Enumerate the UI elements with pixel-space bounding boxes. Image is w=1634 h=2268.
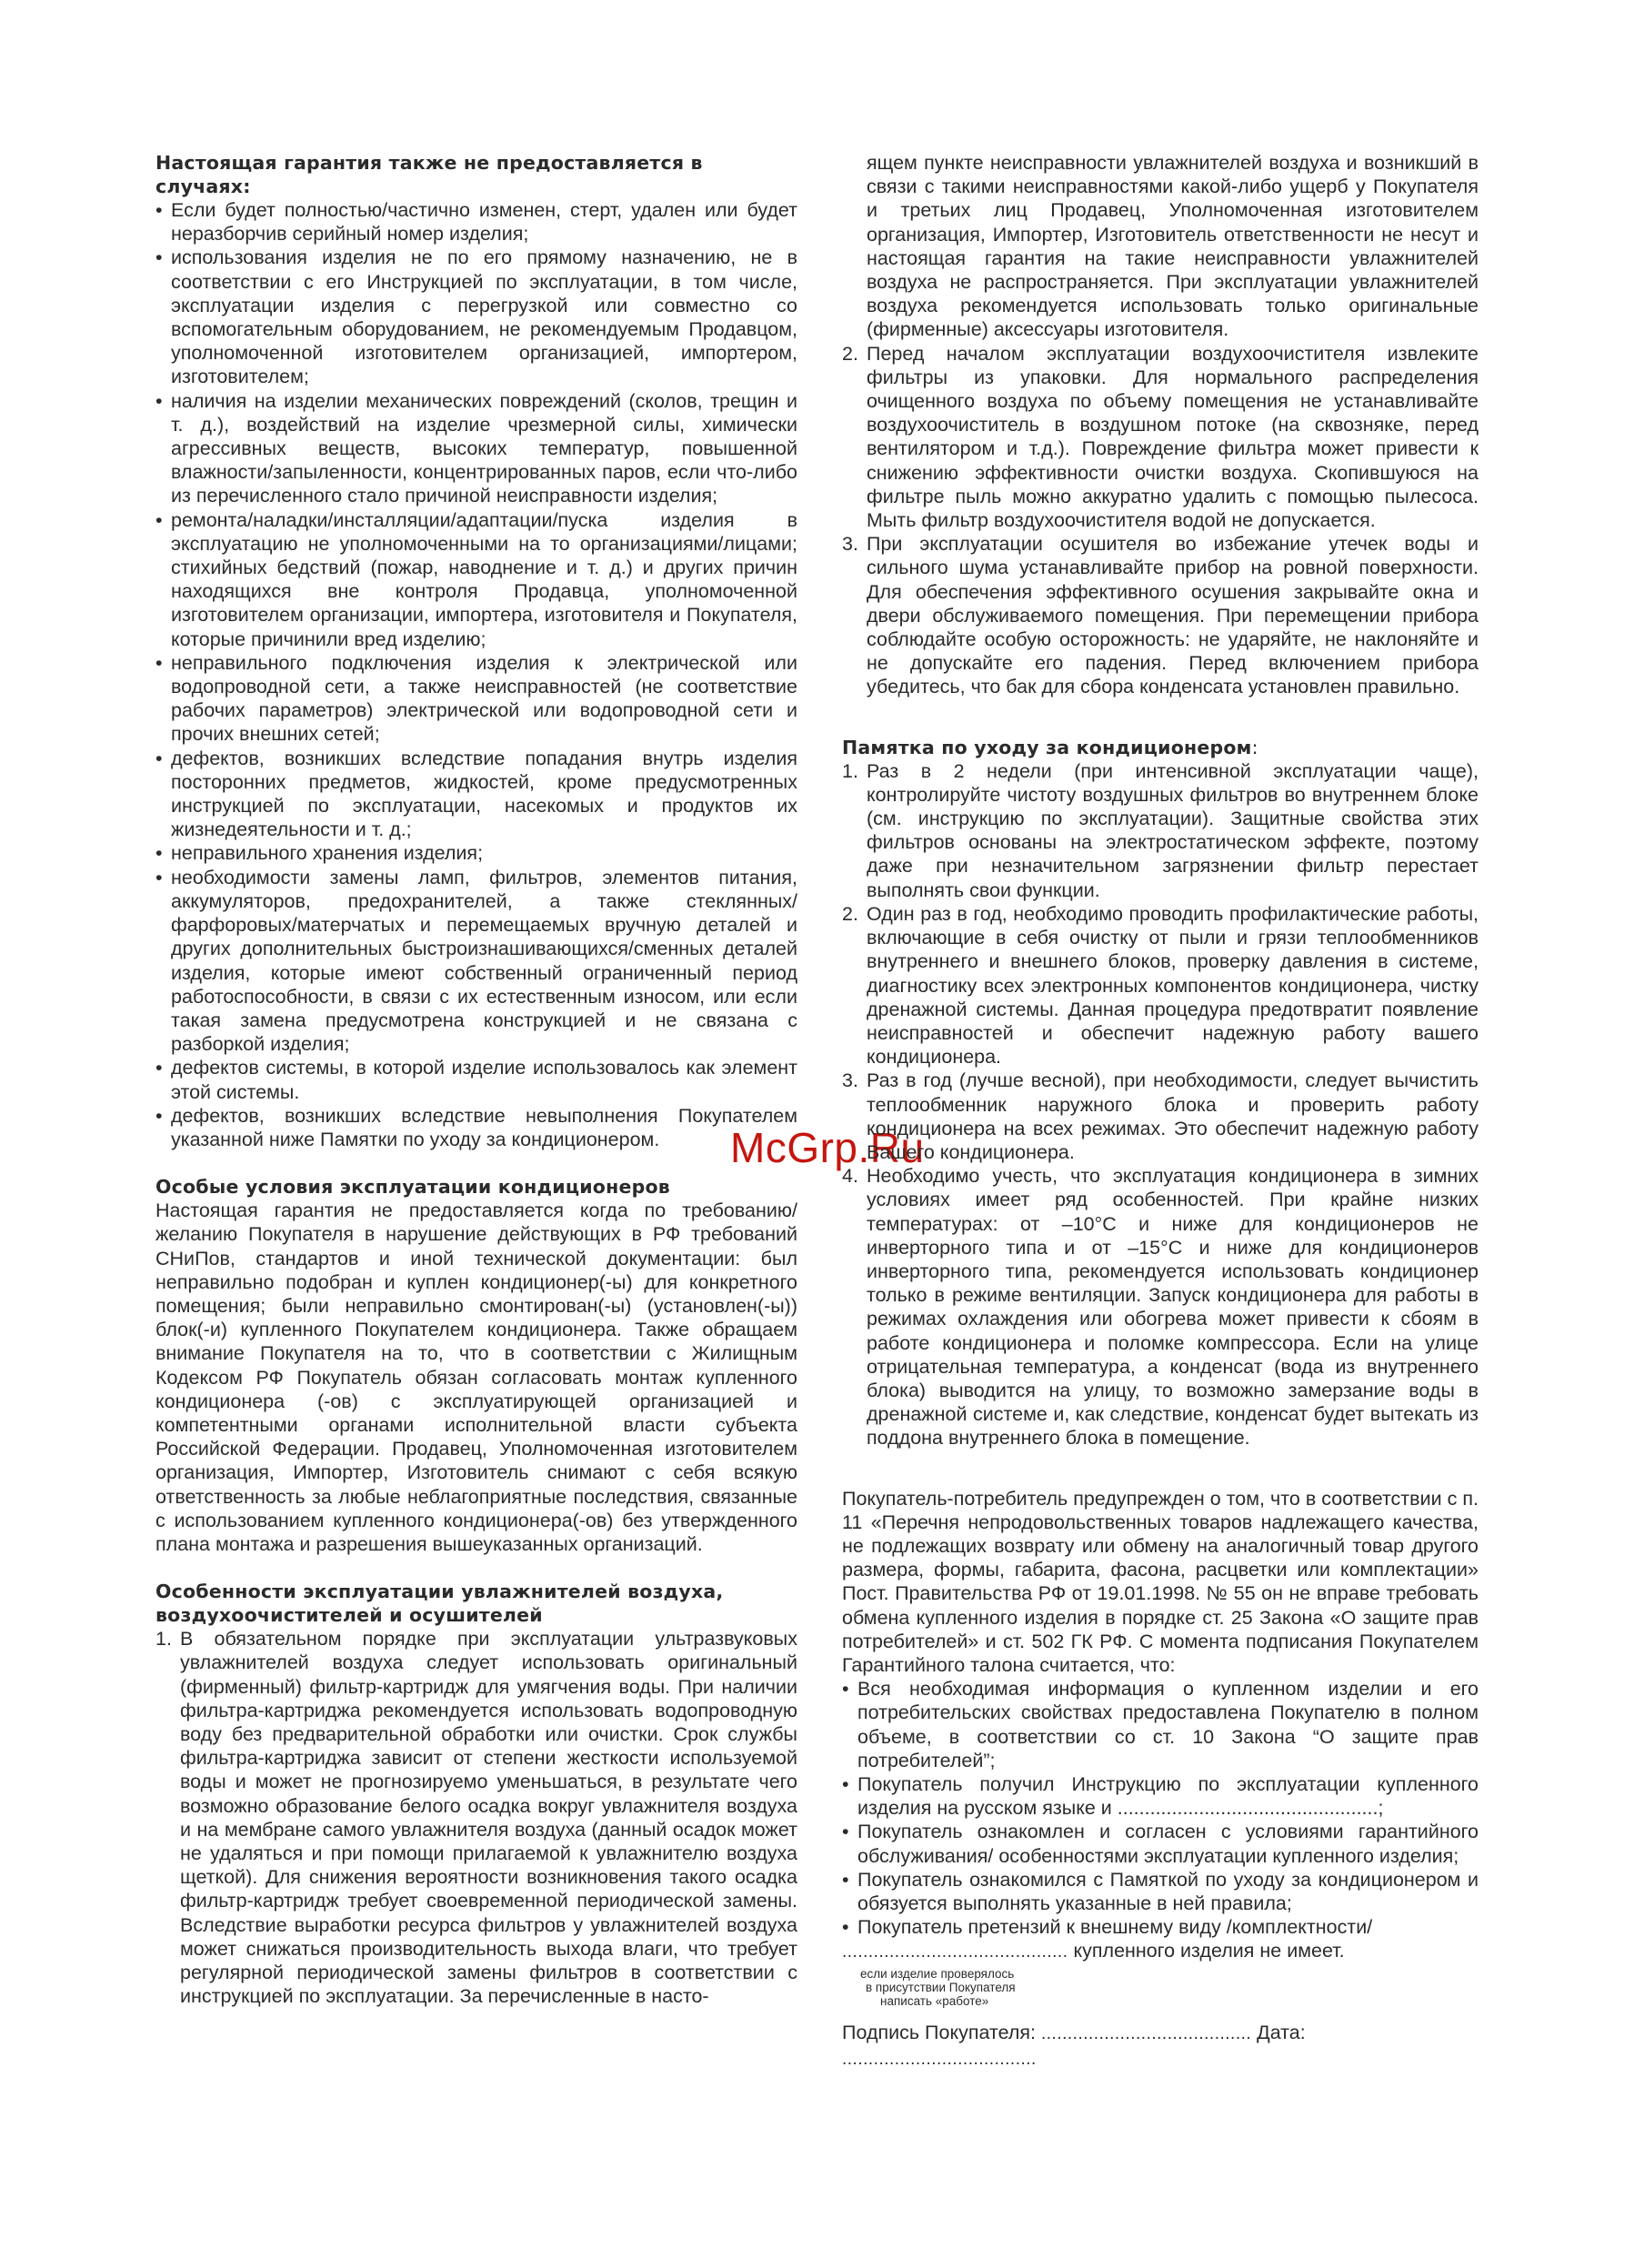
list-item: • неправильного хранения изделия; — [155, 841, 797, 865]
item-number: 2. — [842, 342, 858, 365]
no-claims-line — [842, 1939, 1479, 1964]
list-item: • дефектов, возникших вследствие невыполнения Покупателем указанной ниже Памятки по уходу за кондиционером. — [155, 1104, 797, 1151]
list-item: • необходимости замены ламп, фильтров, элементов питания, аккумуляторов, предохранителей, а также стеклянных/фарфоровых/матерчатых и перемещаемых вручную деталей и других дополнительных быстроизнашивающихся/сменных деталей изделия, которые имеют собственный ограниченный период работоспособности, в связи с их естественным износом, или если такая замена предусмотрена конструкцией и не связана с разборкой изделия; — [155, 866, 797, 1057]
item-number: 1. — [842, 759, 858, 782]
blank-field[interactable]: ........................................... — [842, 1942, 1068, 1962]
list-item: • неправильного подключения изделия к электрической или водопроводной сети, а также неисправностей (не соответствие рабочих параметров) электрической или водопроводной сети и прочих внешних сетей; — [155, 651, 797, 747]
signature-line — [842, 2021, 1479, 2072]
list-item: • Покупатель получил Инструкцию по эксплуатации купленного изделия на русском языке и ................................................; — [842, 1772, 1479, 1820]
list-item — [842, 532, 1479, 698]
list-item — [842, 1164, 1479, 1450]
ac-care-heading — [842, 736, 1479, 759]
note-line: написать «работе» — [880, 1993, 989, 2008]
list-item: • дефектов, возникших вследствие попадания внутрь изделия посторонних предметов, жидкостей, кроме предусмотренных инструкцией по эксплуатации, насекомых и продуктов их жизнедеятельности и т. д.; — [155, 747, 797, 842]
warranty-exclusions-heading: Настоящая гарантия также не предоставляется в случаях: — [155, 152, 703, 197]
item-number: 4. — [842, 1165, 858, 1188]
ac-conditions-text: Настоящая гарантия не предоставляется когда по требованию/желанию Покупателя в нарушение действующих в РФ требований СНиПов, стандартов и иной технической документации: был неправильно подобран и куплен кондиционер(-ы) для конкретного помещения; были неправильно смонтирован(-ы) (установлен(-ы)) блок(-и) купленного Покупателем кондиционера. Также обращаем внимание Покупателя на то, что в соответствии с Жилищным Кодексом РФ Покупатель обязан согласовать монтаж купленного кондиционера (-ов) с эксплуатирующей организацией и компетентными органами исполнительной власти субъекта Российской Федерации. Продавец, Уполномоченная изготовителем организация, Импортер, Изготовитель снимают с себя всякую ответственность за любые неблагоприятные последствия, связанные с использованием купленного кондиционера(-ов) без утвержденного плана монтажа и разрешения вышеуказанных организаций. — [155, 1199, 797, 1555]
list-item: • Вся необходимая информация о купленном изделии и его потребительских свойствах предоставлена Покупателю в полном объеме, в соответствии со ст. 10 Закона “О защите прав потребителей”; — [842, 1677, 1479, 1772]
list-item — [842, 342, 1479, 533]
item-number: 3. — [842, 533, 858, 556]
item-text: При эксплуатации осушителя во избежание утечек воды и сильного шума устанавливайте прибор на ровной поверхности. Для обеспечения эффективного осушения закрывайте окна и двери обслуживаемого помещения. При перемещении прибора соблюдайте особую осторожность: не ударяйте, не наклоняйте и не допускайте его падения. Перед включением прибора убедитесь, что бак для сбора конденсата установлен правильно. — [867, 533, 1479, 698]
right-column — [842, 151, 1479, 2072]
ac-care-title: Памятка по уходу за кондиционером — [842, 736, 1252, 758]
item-text: В обязательном порядке при эксплуатации ультразвуковых увлажнителей воздуха следует использовать оригинальный (фирменный) фильтр-картридж для умягчения воды. При наличии фильтра-картриджа рекомендуется использовать водопроводную воду без предварительной обработки или очистки. Срок службы фильтра-картриджа зависит от степени жесткости используемой воды и может не прогнозируемо уменьшаться, в результате чего возможно образование белого осадка вокруг увлажнителя воздуха и на мембране самого увлажнителя воздуха (данный осадок может не удаляться и при помощи прилагаемой к увлажнителю воздуха щеткой). Для снижения вероятности возникновения такого осадка фильтр-картридж требует своевременной периодической замены. Вследствие выработки ресурса фильтров у увлажнителей воздуха может снижаться производительность выхода влаги, что требует регулярной периодической замены фильтров в соответствии с инструкцией по эксплуатации. За перечисленные в насто- — [180, 1628, 797, 2008]
note-line: если изделие проверялось — [860, 1966, 1015, 1981]
item-number: 2. — [842, 902, 858, 925]
watermark: McGrp.Ru — [730, 1124, 925, 1171]
consumer-acknowledgements — [842, 1677, 1479, 1939]
item-text: Перед началом эксплуатации воздухоочистителя извлеките фильтры из упаковки. Для нормального распределения очищенного воздуха по объему помещения не устанавливайте воздухоочиститель в воздушном потоке (на сквозняке, перед вентилятором и т.д.). Повреждение фильтра может привести к снижению эффективности очистки воздуха. Скопившуюся на фильтре пыль можно аккуратно удалить с помощью пылесоса. Мыть фильтр воздухоочистителя водой не допускается. — [867, 342, 1479, 532]
list-item: • Покупатель претензий к внешнему виду /комплектности/ — [842, 1915, 1479, 1939]
signature-field[interactable]: ........................................ — [1041, 2023, 1252, 2043]
item-text: Один раз в год, необходимо проводить профилактические работы, включающие в себя очистку от пыли и грязи теплообменников внутреннего и внешнего блоков, проверку давления в системе, диагностику всех электронных компонентов кондиционера, чистку дренажной системы. Данная процедура предотвратит появление неисправностей и обеспечит надежную работу вашего кондиционера. — [867, 902, 1479, 1069]
humidifier-list — [155, 1627, 797, 2008]
item-text: Раз в год (лучше весной), при необходимости, следует вычистить теплообменник наружного блока и проверить работу кондиционера на всех режимах. Это обеспечит надежную работу Вашего кондиционера. — [867, 1069, 1479, 1163]
ac-care-title-suffix: : — [1251, 736, 1258, 758]
humidifier-heading: Особенности эксплуатации увлажнителей воздуха, воздухоочистителей и осушителей — [155, 1581, 724, 1627]
list-item: • использования изделия не по его прямому назначению, не в соответствии с его Инструкцией по эксплуатации, в том числе, эксплуатации изделия с перегрузкой или совместно со вспомогательным оборудованием, не рекомендуемым Продавцом, уполномоченной изготовителем организацией, импортером, изготовителем; — [155, 246, 797, 388]
list-item — [155, 1627, 797, 2008]
humidifier-list-continued — [842, 342, 1479, 699]
list-item — [842, 759, 1479, 902]
list-item: • ремонта/наладки/инсталляции/адаптации/пуска изделия в эксплуатацию не уполномоченными на то организациями/лицами; стихийных бедствий (пожар, наводнение и т. д.) и других причин находящихся вне контроля Продавца, уполномоченной изготовителем организации, импортера, изготовителя и Покупателя, которые причинили вред изделию; — [155, 508, 797, 651]
list-item — [842, 902, 1479, 1069]
list-item: • дефектов системы, в которой изделие использовалось как элемент этой системы. — [155, 1056, 797, 1103]
item-number: 3. — [842, 1069, 858, 1092]
date-field[interactable]: ..................................... — [842, 2049, 1037, 2069]
no-claims-text: купленного изделия не имеет. — [1073, 1940, 1345, 1962]
item-text: Раз в 2 недели (при интенсивной эксплуатации чаще), контролируйте чистоту воздушных фильтров во внутреннем блоке (см. инструкцию по эксплуатации). Защитные свойства этих фильтров основаны на электростатическом эффекте, поэтому даже при незначительном загрязнении фильтр перестает выполнять свои функции. — [867, 759, 1479, 901]
list-item: • Покупатель ознакомлен и согласен с условиями гарантийного обслуживания/ особенностями эксплуатации купленного изделия; — [842, 1820, 1479, 1867]
left-column — [155, 151, 797, 2008]
signature-label: Подпись Покупателя: — [842, 2021, 1037, 2043]
item-number: 1. — [155, 1628, 172, 1651]
humidifier-item1-continued: ящем пункте неисправности увлажнителей воздуха и возникший в связи с такими неисправностями какой-либо ущерб у Покупателя и третьих лиц Продавец, Уполномоченная изготовителем организация, Импортер, Изготовитель ответственности не несут и настоящая гарантия на такие неисправности увлажнителей воздуха не распространяется. При эксплуатации увлажнителей воздуха рекомендуется использовать только оригинальные (фирменные) аксессуары изготовителя. — [867, 152, 1479, 341]
list-item — [842, 1069, 1479, 1164]
date-label: Дата: — [1257, 2021, 1306, 2043]
ac-conditions-heading: Особые условия эксплуатации кондиционеров — [155, 1176, 670, 1199]
consumer-notice: Покупатель-потребитель предупрежден о том, что в соответствии с п. 11 «Перечня непродовольственных товаров надлежащего качества, не подлежащих возврату или обмену на аналогичный товар другого размера, формы, габарита, фасона, расцветки или комплектации» Пост. Правительства РФ от 19.01.1998. № 55 он не вправе требовать обмена купленного изделия в порядке ст. 25 Закона «О защите прав потребителей» и ст. 502 ГК РФ. С момента подписания Покупателем Гарантийного талона считается, что: — [842, 1487, 1479, 1676]
blank-field-note — [842, 1967, 1479, 2008]
list-item: • наличия на изделии механических повреждений (сколов, трещин и т. д.), воздействий на изделие чрезмерной силы, химически агрессивных веществ, высоких температур, повышенной влажности/запыленности, концентрированных паров, если что-либо из перечисленного стало причиной неисправности изделия; — [155, 389, 797, 508]
note-line: в присутствии Покупателя — [866, 1980, 1016, 1994]
list-item: • Покупатель ознакомился с Памяткой по уходу за кондиционером и обязуется выполнять указанные в ней правила; — [842, 1868, 1479, 1915]
warranty-exclusions-list — [155, 198, 797, 1151]
item-text: Необходимо учесть, что эксплуатация кондиционера в зимних условиях имеет ряд особенностей. При крайне низких температурах: от –10°С и ниже для кондиционеров не инверторного типа и от –15°С и ниже для кондиционеров инверторного типа, рекомендуется использовать кондиционер только в режиме вентиляции. Запуск кондиционера для работы в режимах охлаждения или обогрева может привести к сбоям в работе кондиционера и поломке компрессора. Если на улице отрицательная температура, а конденсат (вода из внутреннего блока) выводится на улицу, то возможно замерзание воды в дренажной системе и, как следствие, конденсат будет вытекать из поддона внутреннего блока в помещение. — [867, 1165, 1479, 1450]
ac-care-list — [842, 759, 1479, 1450]
list-item: • Если будет полностью/частично изменен, стерт, удален или будет неразборчив серийный номер изделия; — [155, 198, 797, 246]
